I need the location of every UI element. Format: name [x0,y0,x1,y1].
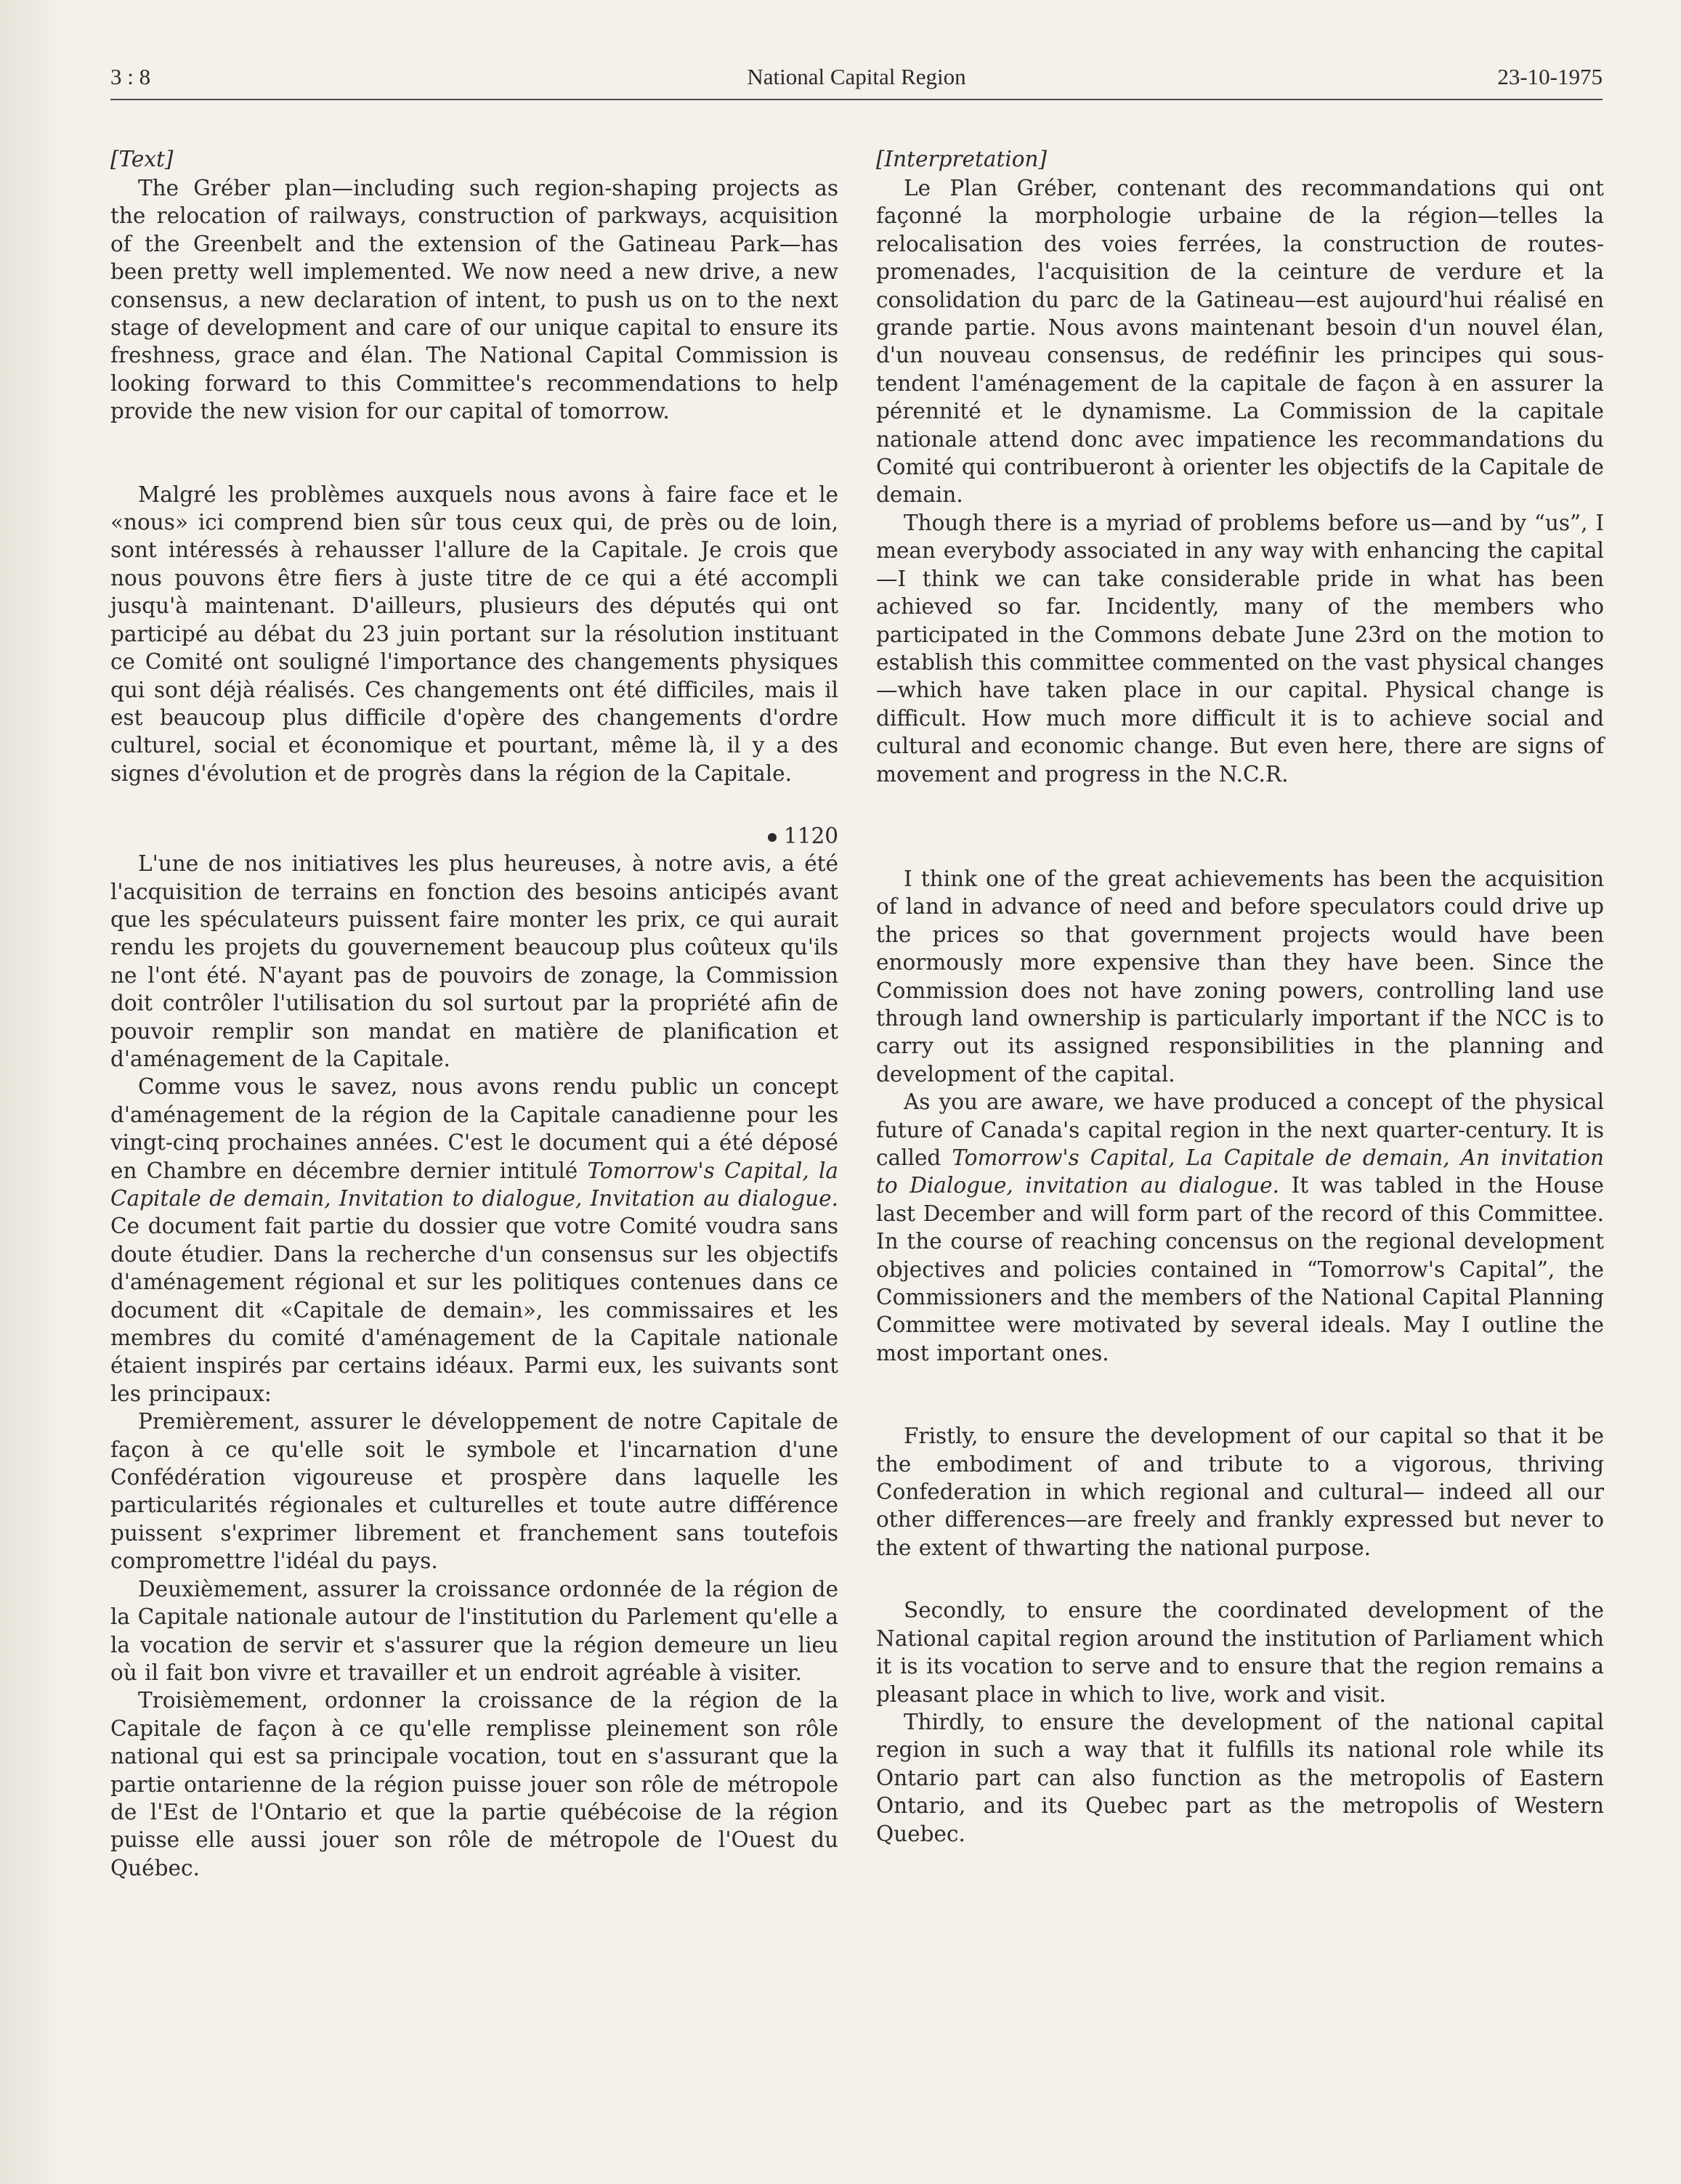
section-label-text: [Text] [110,147,174,171]
page-edge-shadow [0,0,65,2184]
paragraph: Though there is a myriad of problems before us—and by “us”, I mean everybody associated in any way with enhancing the capital—I think we can take considerable pride in what has been achieved so far. Incidently, many of the members who participated in the Commons debate June 23rd on the motion to establish this committee commented on the vast physical changes—which have taken place in our capital. Physical change is difficult. How much more difficult it is to achieve social and cultural and economic change. But even here, there are signs of movement and progress in the N.C.R. [876,510,1604,787]
section-label-interpretation: [Interpretation] [876,147,1048,171]
header-rule [110,99,1603,100]
paragraph: Thirdly, to ensure the development of the national capital region in such a way that it fulfills its national role while its Ontario part can also function as the metropolis of Eastern Ontario, and its Quebec part as the metropolis of Western Quebec. [876,1709,1604,1846]
paragraph: Le Plan Gréber, contenant des recommandations qui ont façonné la morphologie urbaine de la région—telles la relocalisation des voies ferrées, la construction de routes-promenades, l'acquisition de la ceinture de verdure et la consolidation du parc de la Gatineau—est aujourd'hui réalisé en grande partie. Nous avons maintenant besoin d'un nouvel élan, d'un nouveau consensus, de redéfinir les principes qui sous-tendent l'aménagement de la capitale de façon à en assurer la pérennité et le dynamisme. La Commission de la capitale nationale attend donc avec impatience les recommandations du Comité qui contribueront à orienter les objectifs de la Capitale de demain. [876,176,1604,508]
paragraph: I think one of the great achievements has been the acquisition of land in advance of need and before speculators could drive up the prices so that government projects would have been enormously more expensive than they have been. Since the Commission does not have zoning powers, controlling land use through land ownership is particularly important if the NCC is to carry out its assigned responsibilities in the planning and development of the capital. [876,866,1604,1087]
paragraph: Malgré les problèmes auxquels nous avons à faire face et le «nous» ici comprend bien sûr tous ceux qui, de près ou de loin, sont intéressés à rehausser l'allure de la Capitale. Je crois que nous pouvons être fiers à juste titre de ce qui a été accompli jusqu'à maintenant. D'ailleurs, plusieurs des députés qui ont participé au débat du 23 juin portant sur la résolution instituant ce Comité ont souligné l'importance des changements physiques qui sont déjà réalisés. Ces changements ont été difficiles, mais il est beaucoup plus difficile d'opère des changements d'ordre culturel, social et économique et pourtant, même là, il y a des signes d'évolution et de progrès dans la région de la Capitale. [110,482,838,786]
paragraph-text: Comme vous le savez, nous avons rendu public un concept d'aménagement de la région de la Capitale canadienne pour les vingt-cinq prochaines années. C'est le document qui a été déposé en Chambre en décembre dernier intitulé [110,1074,838,1183]
paragraph-text: Ce document fait partie du dossier que votre Comité voudra sans doute étudier. Dans la recherche d'un consensus sur les objectifs d'aménagement régional et sur les politiques contenues dans ce document dit «Capitale de demain», les commissaires et les membres du comité d'aménagement de la Capitale nationale étaient inspirés par certains idéaux. Parmi eux, les suivants sont les principaux: [110,1214,838,1406]
document-title-italic: Tomorrow's Capital, la Capitale de demain, Invitation to dialogue, Invitation au dialogue. [110,1158,838,1211]
paragraph: Secondly, to ensure the coordinated development of the National capital region around the institution of Parliament which it is its vocation to serve and to ensure that the region remains a pleasant place in which to live, work and visit. [876,1598,1604,1707]
paragraph [876,1088,1604,1367]
page-date: 23-10-1975 [1497,64,1603,89]
paragraph [110,1073,838,1408]
time-marker [110,822,838,850]
paragraph: Premièrement, assurer le développement de notre Capitale de façon à ce qu'elle soit le symbole et l'incarnation d'une Confédération vigoureuse et prospère dans laquelle les particularités régionales et culturelles et toute autre différence puissent s'exprimer librement et franchement sans toutefois compromettre l'idéal du pays. [110,1409,838,1574]
time-marker-value: 1120 [783,824,838,849]
left-column-text [110,145,838,1882]
paragraph: L'une de nos initiatives les plus heureuses, à notre avis, a été l'acquisition de terrains en fonction des besoins anticipés avant que les spéculateurs puissent faire monter les prix, ce qui aurait rendu les projets du gouvernement beaucoup plus coûteux qu'ils ne l'ont été. N'ayant pas de pouvoirs de zonage, la Commission doit contrôler l'utilisation du sol surtout par la propriété afin de pouvoir remplir son mandat en matière de planification et d'aménagement de la Capitale. [110,851,838,1071]
paragraph-text: It was tabled in the House last December and will form part of the record of this Committee. In the course of reaching concensus on the regional development objectives and policies contained in “Tomorrow's Capital”, the Commissioners and the members of the National Capital Planning Committee were motivated by several ideals. May I outline the most important ones. [876,1173,1604,1365]
page-title: National Capital Region [747,64,966,89]
bullet-icon [768,833,777,842]
document-title-italic: Tomorrow's Capital, La Capitale de demain, An invitation to Dialogue, invitation au dialogue. [876,1145,1605,1198]
paragraph: Fristly, to ensure the development of our capital so that it be the embodiment of and tribute to a vigorous, thriving Confederation in which regional and cultural— indeed all our other differences—are freely and frankly expressed but never to the extent of thwarting the national purpose. [876,1424,1604,1560]
right-column-interpretation [876,145,1604,1848]
paragraph: Troisièmement, ordonner la croissance de la région de la Capitale de façon à ce qu'elle remplisse pleinement son rôle national qui est sa principale vocation, tout en s'assurant que la partie ontarienne de la région puisse jouer son rôle de métropole de l'Est de l'Ontario et que la partie québécoise de la région puisse elle aussi jouer son rôle de métropole de l'Ouest du Québec. [110,1688,838,1880]
page-header [110,64,1603,100]
paragraph: The Gréber plan—including such region-shaping projects as the relocation of railways, construction of parkways, acquisition of the Greenbelt and the extension of the Gatineau Park—has been pretty well implemented. We now need a new drive, a new consensus, a new declaration of intent, to push us on to the next stage of development and care of our unique capital to ensure its freshness, grace and élan. The National Capital Commission is looking forward to this Committee's recommendations to help provide the new vision for our capital of tomorrow. [110,176,838,424]
paragraph: Deuxièmement, assurer la croissance ordonnée de la région de la Capitale nationale autour de l'institution du Parlement qu'elle a la vocation de servir et s'assurer que la région demeure un lieu où il fait bon vivre et travailler et un endroit agréable à visiter. [110,1576,838,1685]
paragraph-text: As you are aware, we have produced a concept of the physical future of Canada's capital region in the next quarter-century. It is called [876,1089,1604,1170]
page-number: 3 : 8 [110,64,151,89]
